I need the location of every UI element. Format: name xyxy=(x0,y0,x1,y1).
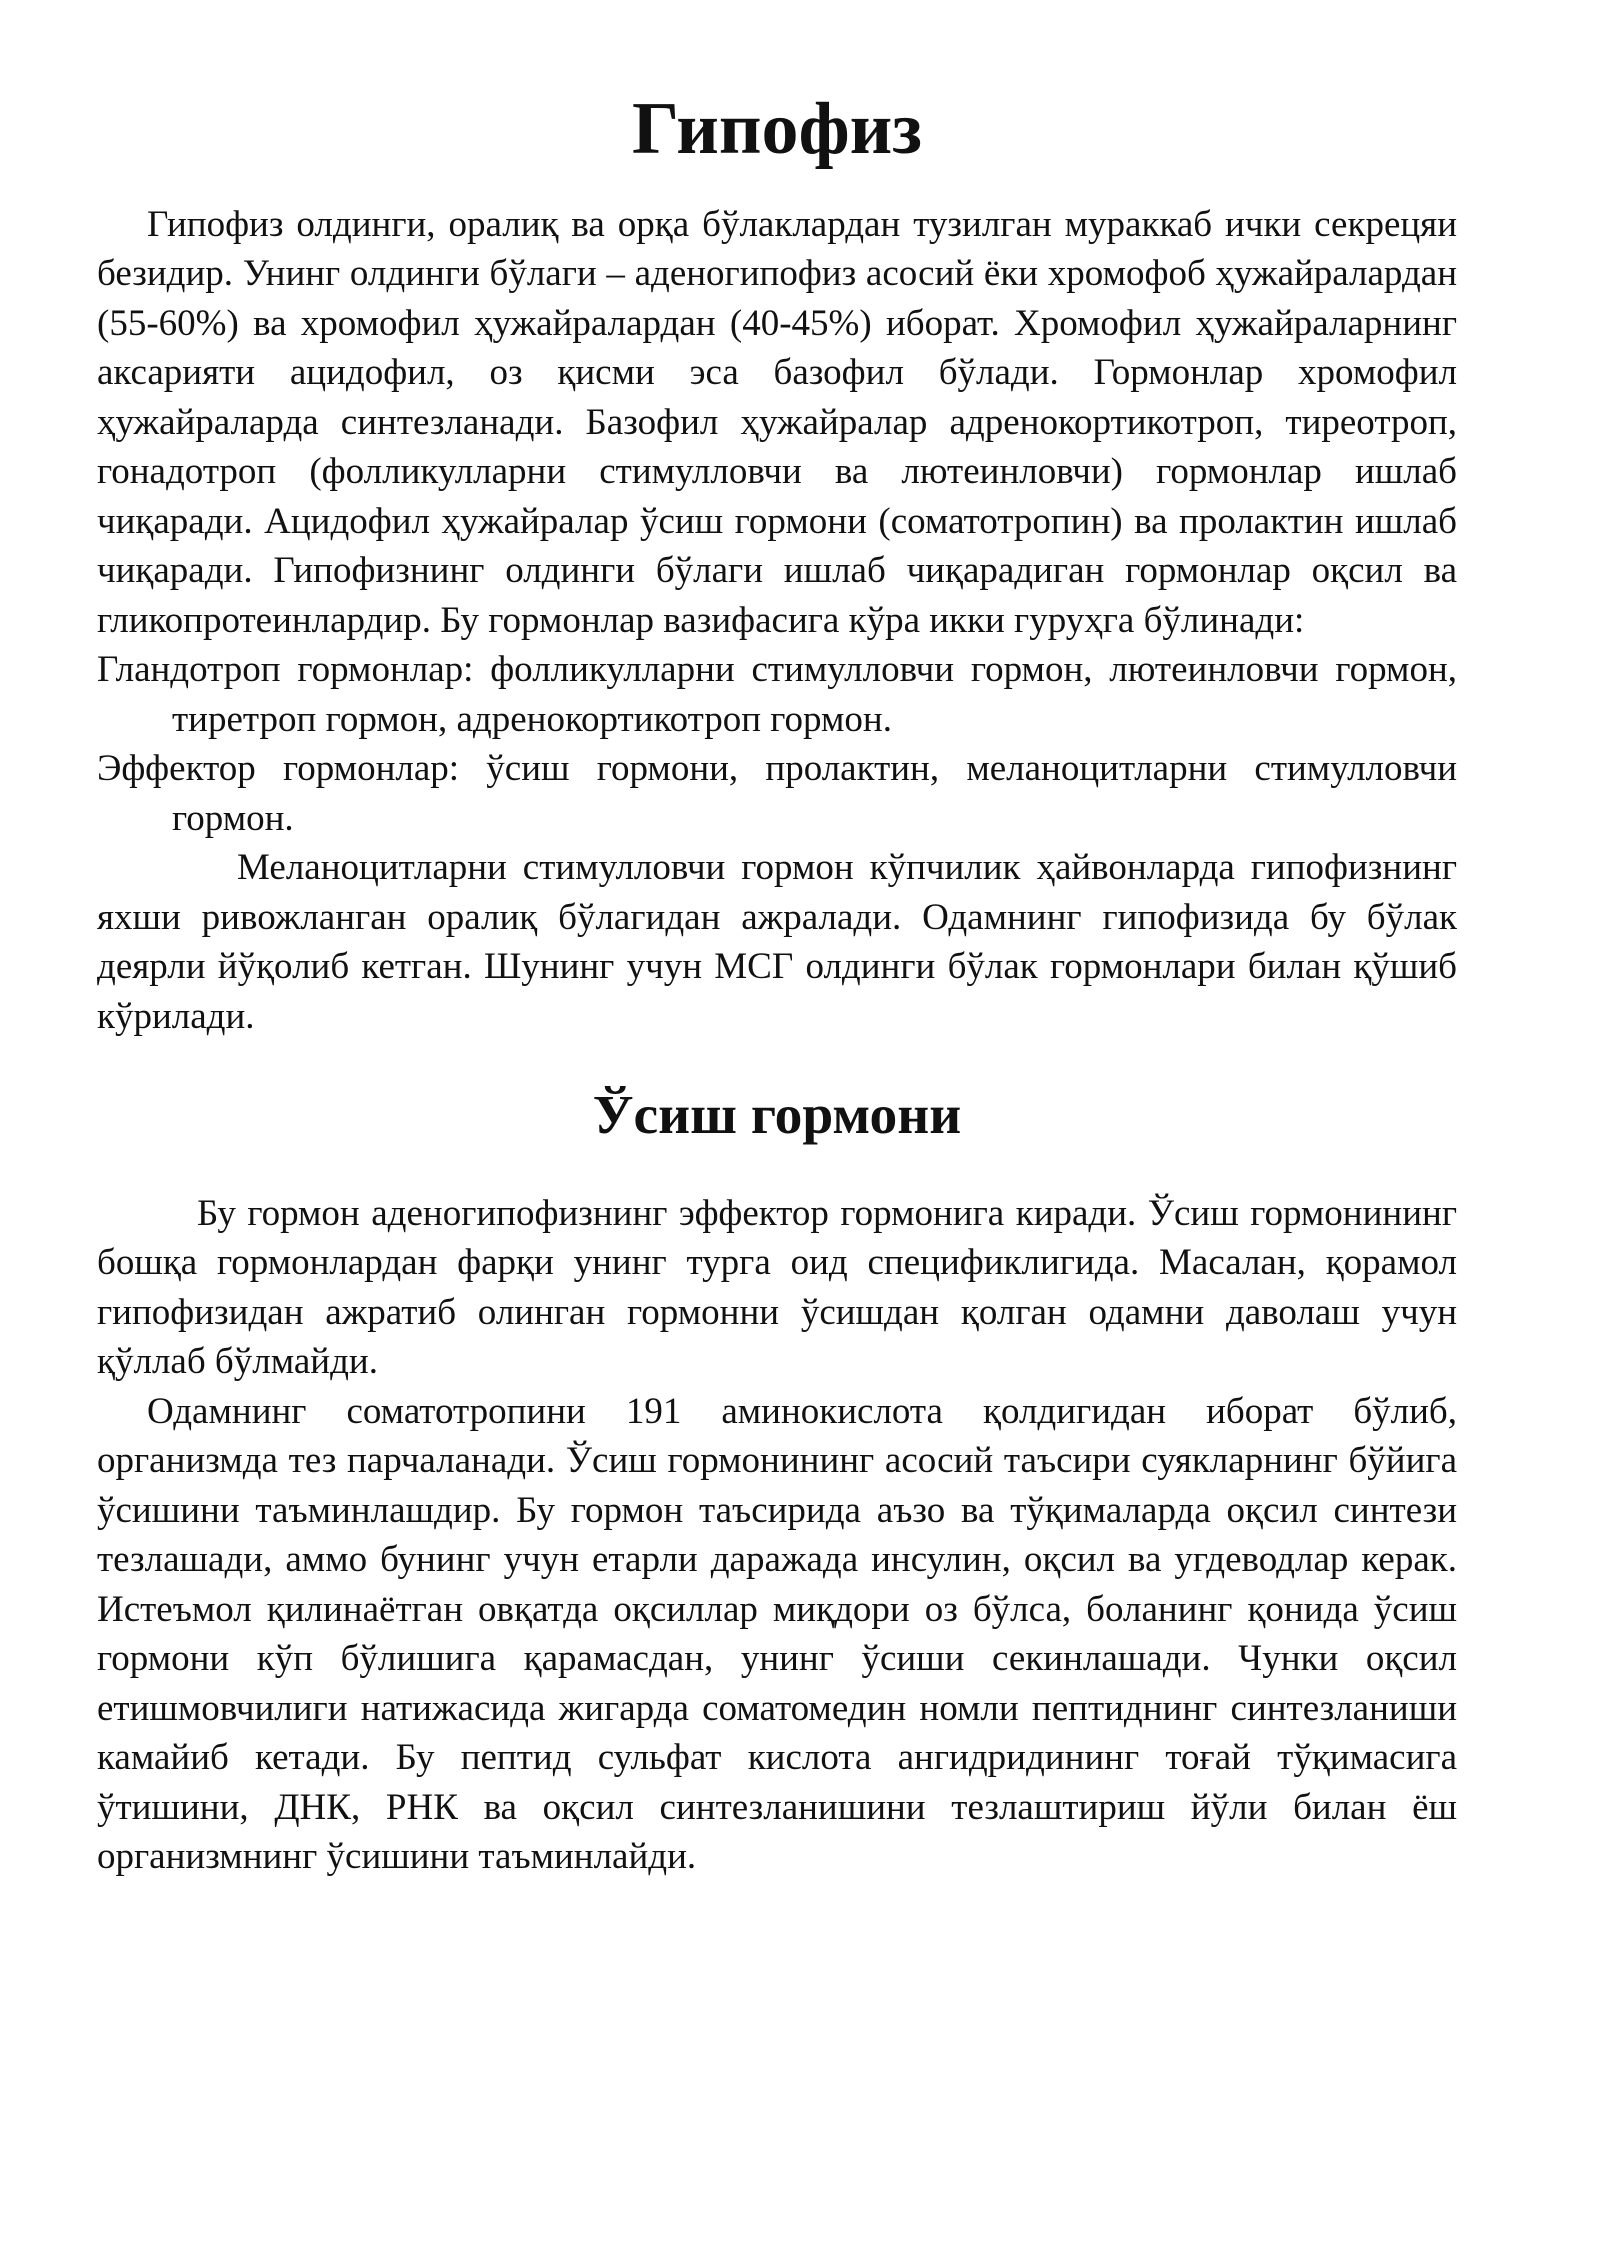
paragraph-pituitary-intro: Гипофиз олдинги, оралиқ ва орқа бўлаклардан тузилган мураккаб ички секрецяи безидир. Унинг олдинги бўлаги – аденогипофиз асосий ёки хромофоб ҳужайралардан (55-60%) ва хромофил ҳужайралардан (40-45%) иборат. Хромофил ҳужайраларнинг аксарияти ацидофил, оз қисми эса базофил бўлади. Гормонлар хромофил ҳужайраларда синтезланади. Базофил ҳужайралар адренокортикотроп, тиреотроп, гонадотроп (фолликулларни стимулловчи ва лютеинловчи) гормонлар ишлаб чиқаради. Ацидофил ҳужайралар ўсиш гормони (соматотропин) ва пролактин ишлаб чиқаради. Гипофизнинг олдинги бўлаги ишлаб чиқарадиган гормонлар оқсил ва гликопротеинлардир. Бу гормонлар вазифасига кўра икки гуруҳга бўлинади: xyxy=(97,203,1457,641)
spacer xyxy=(97,1041,1457,1091)
paragraph-somatotropin: Одамнинг соматотропини 191 аминокислота қолдигидан иборат бўлиб, организмда тез парчаланади. Ўсиш гормонининг асосий таъсири суякларнинг бўйига ўсишини таъминлашдир. Бу гормон таъсирида аъзо ва тўқималарда оқсил синтези тезлашади, аммо бунинг учун етарли даражада инсулин, оқсил ва угдеводлар керак. Истеъмол қилинаётган овқатда оқсиллар миқдори оз бўлса, боланинг қонида ўсиш гормони кўп бўлишига қарамасдан, унинг ўсиши секинлашади. Чунки оқсил етишмовчилиги натижасида жигарда соматомедин номли пептиднинг синтезланиши камайиб кетади. Бу пептид сульфат кислота ангидридининг тоғай тўқимасига ўтишини, ДНК, РНК ва оқсил синтезланишини тезлаштириш йўли билан ёш организмнинг ўсишини таъминлайди. xyxy=(97,1390,1457,1877)
paragraph-growth-hormone-intro: Бу гормон аденогипофизнинг эффектор гормонига киради. Ўсиш гормонининг бошқа гормонлардан фарқи унинг турга оид спецификлигида. Масалан, қорамол гипофизидан ажратиб олинган гормонни ўсишдан қолган одамни даволаш учун қўллаб бўлмайди. xyxy=(97,1192,1457,1382)
section-title-growth-hormone: Ўсиш гормони xyxy=(592,1085,962,1146)
list-item-glandotropic: Гландотроп гормонлар: фолликулларни стимулловчи гормон, лютеинловчи гормон, тиретроп гормон, адренокортикотроп гормон. xyxy=(97,649,1457,740)
paragraph-msh: Меланоцитларни стимулловчи гормон кўпчилик ҳайвонларда гипофизнинг яхши ривожланган оралиқ бўлагидан ажралади. Одамнинг гипофизида бу бўлак деярли йўқолиб кетган. Шунинг учун МСГ олдинги бўлак гормонлари билан қўшиб кўрилади. xyxy=(97,847,1457,1037)
list-item-effector: Эффектор гормонлар: ўсиш гормони, пролактин, меланоцитларни стимулловчи гормон. xyxy=(97,748,1457,839)
section-title-pituitary: Гипофиз xyxy=(631,88,923,170)
document-page xyxy=(97,88,1457,1882)
spacer xyxy=(97,1141,1457,1189)
